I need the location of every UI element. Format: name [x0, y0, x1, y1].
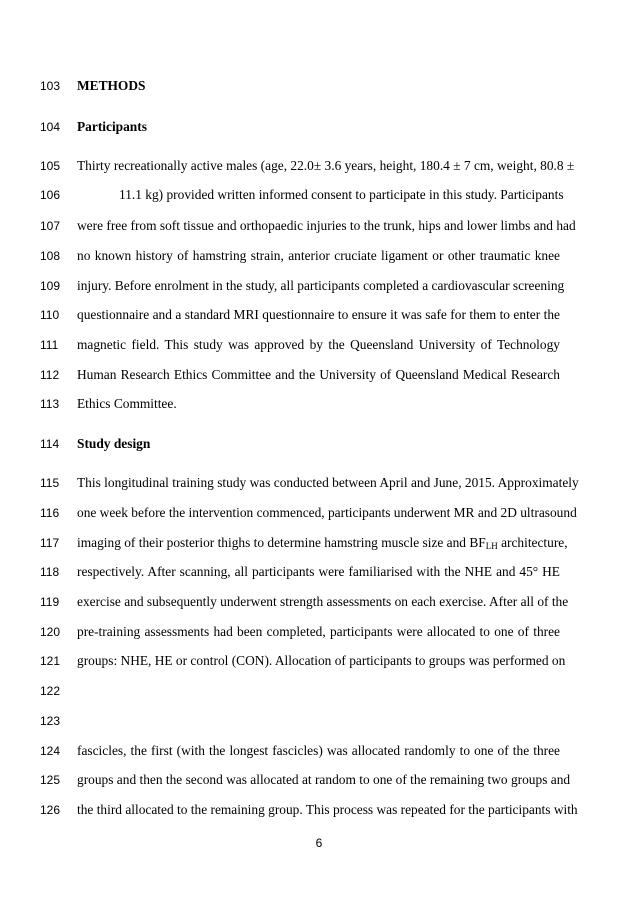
- line-number: 119: [40, 595, 60, 609]
- text-fragment: architecture,: [497, 535, 568, 550]
- text-line: one week before the intervention commenced, participants underwent MR and 2D ultrasound: [77, 505, 577, 520]
- subscript-lh: LH: [485, 541, 498, 551]
- line-number: 104: [40, 120, 61, 134]
- text-line: magnetic field. This study was approved by the Queensland University of Technology: [77, 337, 560, 352]
- line-number: 109: [40, 279, 61, 293]
- text-fragment: imaging of their posterior thighs to determine hamstring muscle size and BF: [77, 535, 486, 550]
- line-number: 108: [40, 249, 61, 263]
- line-number: 115: [40, 476, 60, 490]
- text-line: injury. Before enrolment in the study, all participants completed a cardiovascular screening: [77, 278, 565, 293]
- line-number: 118: [40, 565, 60, 579]
- line-number: 116: [40, 506, 60, 520]
- text-line: This longitudinal training study was conducted between April and June, 2015. Approximately: [77, 475, 579, 490]
- text-line: fascicles, the first (with the longest fascicles) was allocated randomly to one of the three: [77, 743, 560, 758]
- line-number: 120: [40, 625, 61, 639]
- text-line: Ethics Committee.: [77, 396, 177, 411]
- line-number: 103: [40, 79, 61, 93]
- page-number: 6: [315, 836, 323, 850]
- text-line: 11.1 kg) provided written informed consent to participate in this study. Participants: [119, 187, 564, 202]
- line-number: 111: [40, 338, 59, 352]
- line-number: 124: [40, 744, 61, 758]
- text-line: pre-training assessments had been completed, participants were allocated to one of three: [77, 624, 560, 639]
- line-number: 114: [40, 437, 60, 451]
- line-number: 126: [40, 803, 61, 817]
- text-line: no known history of hamstring strain, anterior cruciate ligament or other traumatic knee: [77, 248, 560, 263]
- line-number: 107: [40, 219, 61, 233]
- subsection-heading-participants: Participants: [77, 119, 147, 134]
- text-line: [77, 535, 568, 551]
- text-line: were free from soft tissue and orthopaedic injuries to the trunk, hips and lower limbs and had: [77, 218, 576, 233]
- section-heading-methods: METHODS: [77, 78, 146, 93]
- subsection-heading-study-design: Study design: [77, 436, 151, 451]
- line-number: 112: [40, 368, 60, 382]
- text-line: Thirty recreationally active males (age, 22.0± 3.6 years, height, 180.4 ± 7 cm, weight, 80.8 ±: [77, 158, 575, 173]
- line-number: 125: [40, 773, 61, 787]
- line-number: 121: [40, 654, 61, 668]
- line-number: 117: [40, 536, 60, 550]
- line-number: 122: [40, 684, 61, 698]
- line-number: 110: [40, 308, 60, 322]
- text-line: exercise and subsequently underwent strength assessments on each exercise. After all of the: [77, 594, 569, 609]
- text-line: respectively. After scanning, all participants were familiarised with the NHE and 45° HE: [77, 564, 560, 579]
- line-number: 105: [40, 159, 61, 173]
- text-line: Human Research Ethics Committee and the University of Queensland Medical Research: [77, 367, 560, 382]
- text-line: groups: NHE, HE or control (CON). Allocation of participants to groups was performed on: [77, 653, 566, 668]
- text-line: the third allocated to the remaining group. This process was repeated for the participants with: [77, 802, 578, 817]
- line-number: 123: [40, 714, 61, 728]
- line-number: 113: [40, 397, 60, 411]
- line-number: 106: [40, 188, 61, 202]
- text-line: groups and then the second was allocated at random to one of the remaining two groups and: [77, 772, 571, 787]
- text-line: questionnaire and a standard MRI questionnaire to ensure it was safe for them to enter the: [77, 307, 560, 322]
